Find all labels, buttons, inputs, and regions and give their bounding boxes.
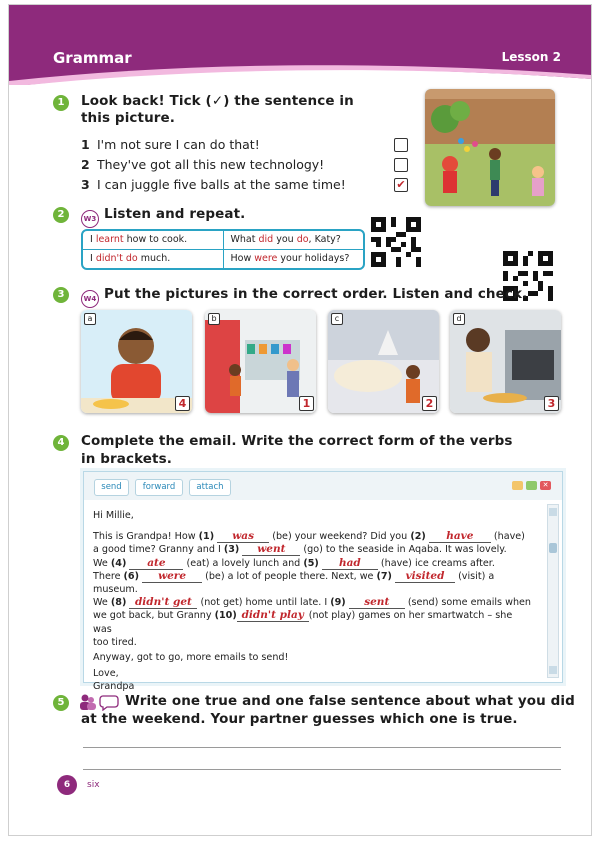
- cell-text: how to cook.: [123, 234, 188, 245]
- picture-c: [328, 310, 439, 413]
- exercise-3-title: Put the pictures in the correct order. Listen and check.: [104, 286, 528, 302]
- scrollbar[interactable]: [547, 504, 559, 678]
- email-line: [93, 570, 533, 596]
- forward-button[interactable]: forward: [135, 479, 183, 496]
- lesson-label: Lesson 2: [501, 50, 561, 64]
- answer-box[interactable]: 3: [544, 396, 559, 411]
- email-line: too tired.: [93, 636, 137, 648]
- gap-number: (1): [198, 531, 215, 543]
- table-row: [83, 231, 363, 249]
- email-line: [93, 609, 533, 635]
- page-number: 6: [57, 775, 77, 795]
- gap-number: (4): [110, 557, 127, 569]
- exercise-4-number: 4: [53, 435, 69, 451]
- email-closing: Anyway, got to go, more emails to send!: [93, 652, 289, 664]
- answer-gap[interactable]: went: [242, 544, 300, 556]
- text: (eat) a lovely lunch and: [183, 557, 304, 569]
- answer-gap[interactable]: have: [429, 531, 491, 543]
- gap-number: (3): [223, 544, 240, 556]
- exercise-4-title-line2: in brackets.: [81, 451, 172, 467]
- text: We: [93, 597, 111, 609]
- textbook-page: [8, 4, 592, 836]
- send-button[interactable]: send: [94, 479, 129, 496]
- audio-icon[interactable]: W4: [81, 290, 99, 308]
- text: (be) a lot of people there. Next, we: [202, 570, 377, 582]
- gap-number: (9): [330, 597, 346, 609]
- answer-box[interactable]: 1: [299, 396, 314, 411]
- email-line: [93, 530, 533, 543]
- email-line: [93, 596, 533, 609]
- tick-box[interactable]: [394, 158, 408, 172]
- cell-highlight: learnt: [95, 234, 124, 245]
- table-cell: [83, 231, 223, 249]
- item-text: I can juggle five balls at the same time!: [97, 177, 346, 192]
- attach-button[interactable]: attach: [189, 479, 231, 496]
- cell-text: I: [90, 253, 96, 264]
- qr-code-1[interactable]: [371, 217, 421, 267]
- exercise-4-title-line1: Complete the email. Write the correct form of the verbs: [81, 433, 513, 449]
- text: (visit) a museum.: [93, 570, 495, 596]
- picture-d: [450, 310, 561, 413]
- exercise-1-title-line1: Look back! Tick (✓) the sentence in: [81, 93, 354, 109]
- table-cell: [223, 250, 364, 268]
- email-window: [83, 471, 563, 693]
- exercise-3-heading: [81, 286, 527, 308]
- close-icon[interactable]: ✕: [540, 481, 551, 490]
- answer-gap[interactable]: ate: [129, 558, 183, 570]
- answer-box[interactable]: 4: [175, 396, 190, 411]
- exercise-1-title-line2: this picture.: [81, 110, 176, 126]
- tick-box[interactable]: [394, 138, 408, 152]
- gap-number: (10): [214, 610, 237, 622]
- email-greeting: Hi Millie,: [93, 510, 134, 521]
- answer-gap[interactable]: had: [322, 558, 378, 570]
- cell-text: I: [90, 234, 96, 245]
- text: (send) some emails when: [404, 597, 532, 609]
- garden-photo: [425, 89, 555, 206]
- cell-text: your holidays?: [277, 253, 350, 264]
- text: (not play) games on her smartwatch – she was: [93, 610, 513, 635]
- answer-gap[interactable]: visited: [395, 571, 455, 583]
- email-signature: Grandpa: [93, 681, 135, 693]
- table-cell: [223, 231, 364, 249]
- gap-number: (7): [376, 570, 392, 582]
- cell-highlight: did: [258, 234, 274, 245]
- text: we got back, but Granny: [93, 610, 215, 622]
- exercise-5-number: 5: [53, 695, 69, 711]
- exercise-2-title: Listen and repeat.: [104, 206, 246, 222]
- picture-letter: d: [453, 313, 465, 325]
- list-item: [81, 135, 411, 155]
- list-item: [81, 155, 411, 175]
- exercise-5-title-line1: Write one true and one false sentence about what you did: [125, 693, 575, 709]
- item-text: I'm not sure I can do that!: [97, 137, 260, 152]
- grammar-table: [81, 229, 365, 270]
- cell-text: , Katy?: [308, 234, 341, 245]
- item-number: 2: [81, 157, 90, 172]
- cell-text: What: [230, 234, 259, 245]
- pair-work-icon: [79, 693, 119, 711]
- gap-number: (2): [410, 531, 426, 543]
- answer-gap[interactable]: didn't play: [237, 610, 309, 622]
- exercise-1-number: 1: [53, 95, 69, 111]
- text: We: [93, 557, 111, 569]
- text: (have) ice creams after.: [377, 557, 495, 569]
- answer-gap[interactable]: were: [142, 571, 202, 583]
- exercise-3-number: 3: [53, 287, 69, 303]
- item-number: 1: [81, 137, 90, 152]
- writing-line[interactable]: [83, 747, 561, 748]
- email-line: [93, 543, 533, 556]
- gap-number: (8): [110, 597, 127, 609]
- cell-text: you: [273, 234, 297, 245]
- email-line: [93, 557, 533, 570]
- text: (be) your weekend? Did you: [269, 531, 411, 543]
- header-banner: [9, 5, 591, 85]
- gap-number: (5): [303, 557, 319, 569]
- maximize-icon[interactable]: [526, 481, 537, 490]
- exercise-2-heading: [81, 206, 245, 228]
- scroll-up-icon[interactable]: [549, 508, 557, 516]
- table-row: [83, 249, 363, 268]
- exercise-5-title-line2: at the weekend. Your partner guesses which one is true.: [81, 711, 518, 727]
- page-number-word: six: [87, 780, 100, 790]
- text: (not get) home until late. I: [197, 597, 331, 609]
- writing-line[interactable]: [83, 769, 561, 770]
- picture-a: [81, 310, 192, 413]
- text: (have): [490, 531, 525, 543]
- picture-letter: c: [331, 313, 343, 325]
- picture-b: [205, 310, 316, 413]
- table-cell: [83, 250, 223, 268]
- email-toolbar: [84, 472, 562, 500]
- text: There: [93, 570, 124, 582]
- exercise-2-number: 2: [53, 207, 69, 223]
- email-body: [93, 509, 533, 694]
- list-item: [81, 175, 411, 195]
- answer-gap[interactable]: sent: [349, 597, 405, 609]
- text: This is Grandpa! How: [93, 531, 199, 543]
- item-number: 3: [81, 177, 90, 192]
- cell-highlight: didn't do: [95, 253, 138, 264]
- section-title: Grammar: [53, 49, 132, 67]
- item-text: They've got all this new technology!: [97, 157, 325, 172]
- tick-box[interactable]: ✔: [394, 178, 408, 192]
- answer-gap[interactable]: didn't get: [129, 597, 197, 609]
- text: a good time? Granny and I: [93, 544, 224, 556]
- answer-box[interactable]: 2: [422, 396, 437, 411]
- email-signoff: Love,: [93, 668, 119, 680]
- answer-gap[interactable]: was: [217, 531, 269, 543]
- cell-text: much.: [137, 253, 171, 264]
- cell-highlight: were: [254, 253, 278, 264]
- text: (go) to the seaside in Aqaba. It was lovely.: [300, 544, 507, 556]
- minimize-icon[interactable]: [512, 481, 523, 490]
- scroll-down-icon[interactable]: [549, 666, 557, 674]
- audio-icon[interactable]: W3: [81, 210, 99, 228]
- exercise-1-list: [81, 135, 411, 195]
- gap-number: (6): [123, 570, 139, 582]
- cell-highlight: do: [296, 234, 309, 245]
- cell-text: How: [230, 253, 255, 264]
- scroll-thumb[interactable]: [549, 543, 557, 553]
- picture-letter: a: [84, 313, 96, 325]
- picture-letter: b: [208, 313, 220, 325]
